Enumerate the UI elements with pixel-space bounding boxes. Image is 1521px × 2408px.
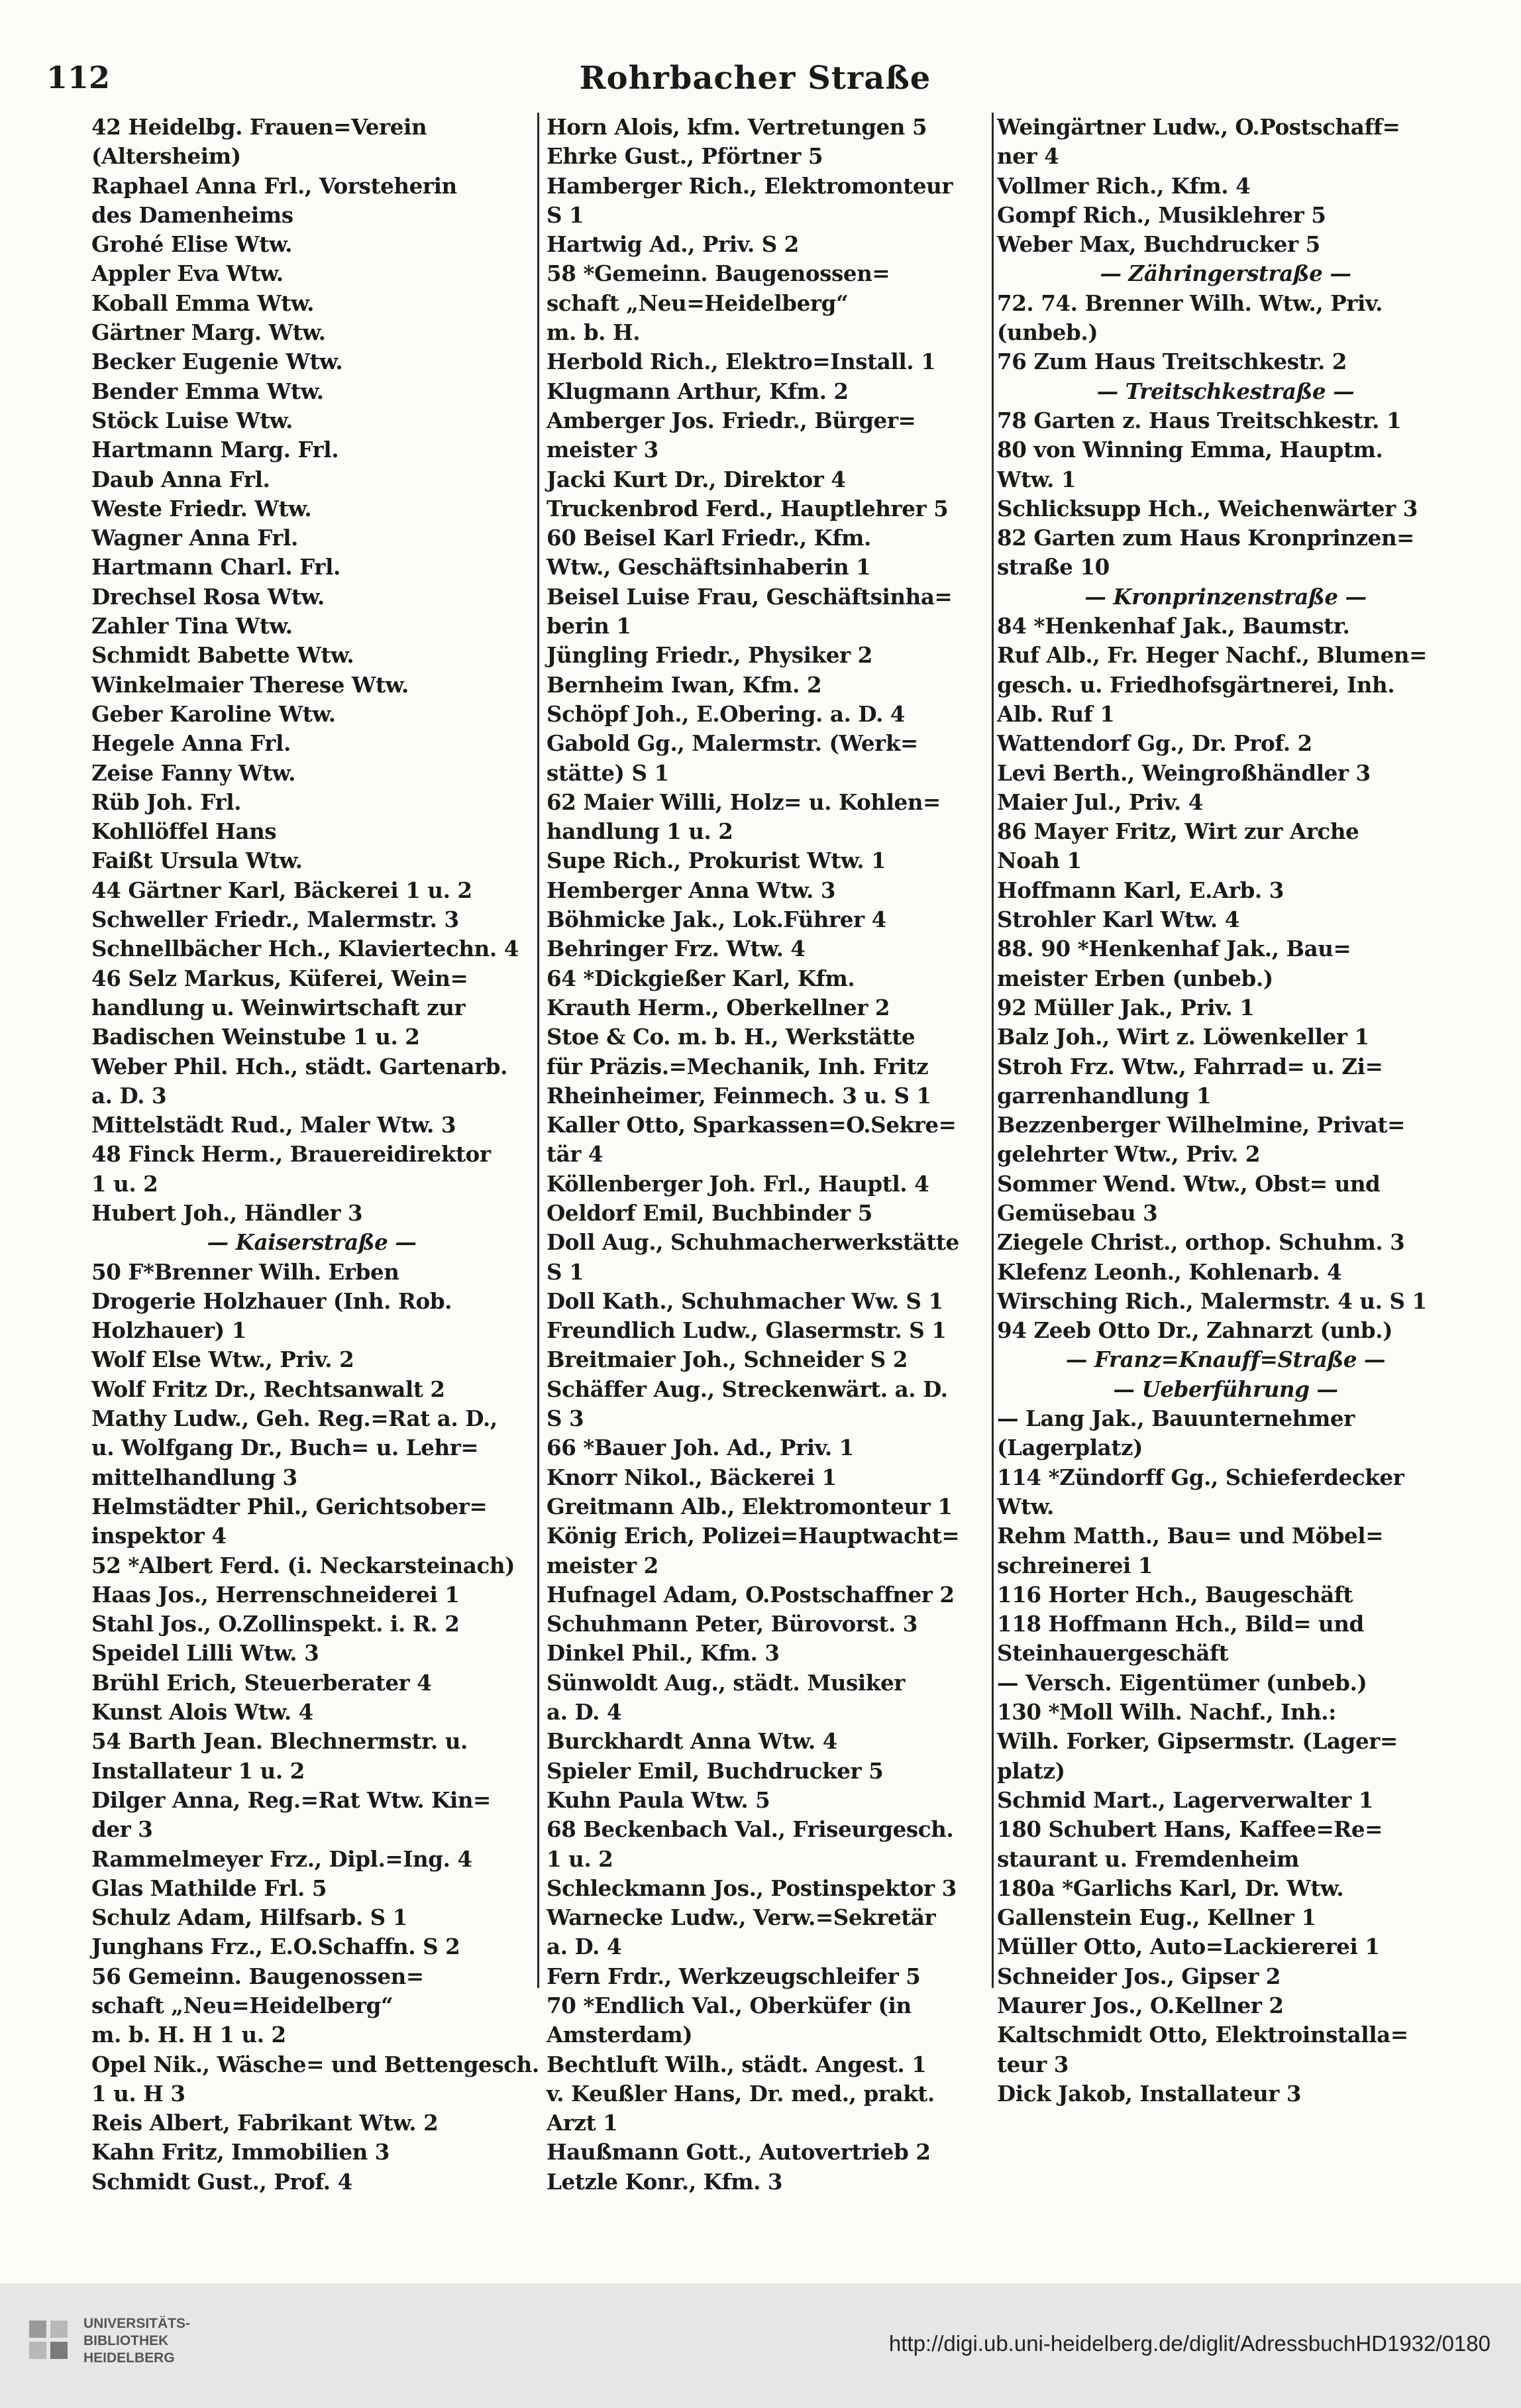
directory-entry-line: Schäffer Aug., Streckenwärt. a. D. [547,1376,948,1402]
directory-entry-line: Horn Alois, kfm. Vertretungen 5 [547,114,927,140]
street-heading: — Kronprinzenstraße — [1084,583,1367,610]
directory-entry-line: (unbeb.) [997,319,1098,346]
directory-entry-line: Kaller Otto, Sparkassen=O.Sekre= [547,1112,957,1138]
directory-entry-line: 1 u. 2 [91,1170,158,1197]
directory-entry-line: Wolf Else Wtw., Priv. 2 [91,1346,354,1373]
directory-entry-line: Zeise Fanny Wtw. [91,759,295,786]
directory-entry-line: berin 1 [547,613,631,639]
directory-entry-line: Alb. Ruf 1 [997,700,1115,727]
directory-entry-line: Speidel Lilli Wtw. 3 [91,1640,319,1667]
directory-entry-line: Weste Friedr. Wtw. [91,495,312,521]
directory-entry-line: Schneider Jos., Gipser 2 [997,1963,1281,1989]
column-divider [992,113,994,1988]
directory-entry-line: 44 Gärtner Karl, Bäckerei 1 u. 2 [91,877,472,903]
directory-entry-line: Bechtluft Wilh., städt. Angest. 1 [547,2051,927,2077]
directory-entry-line: Letzle Konr., Kfm. 3 [547,2168,783,2195]
directory-entry-line: mittelhandlung 3 [91,1464,297,1490]
directory-entry-line: inspektor 4 [91,1523,227,1549]
directory-entry-line: Klefenz Leonh., Kohlenarb. 4 [997,1258,1342,1285]
directory-entry-line: Schlicksupp Hch., Weichenwärter 3 [997,495,1418,521]
directory-entry-line: ner 4 [997,143,1059,170]
directory-entry-line: Schmid Mart., Lagerverwalter 1 [997,1786,1374,1813]
column-2 [547,113,987,2195]
street-heading: — Kaiserstraße — [207,1229,417,1256]
directory-entry-line: 70 *Endlich Val., Oberküfer (in [547,1993,912,2018]
directory-entry-line: der 3 [91,1816,153,1843]
directory-entry-line: Geber Karoline Wtw. [91,700,336,727]
directory-entry-line: Freundlich Ludw., Glasermstr. S 1 [547,1317,947,1344]
source-url[interactable]: http://digi.ub.uni-heidelberg.de/diglit/AdressbuchHD1932/0180 [888,2331,1491,2356]
logo-line: UNIVERSITÄTS- [83,2316,191,2331]
directory-entry-line: Gemüsebau 3 [997,1199,1158,1226]
directory-entry-line: Stahl Jos., O.Zollinspekt. i. R. 2 [91,1611,460,1637]
directory-entry-line: Dick Jakob, Installateur 3 [997,2080,1302,2107]
directory-entry-line: S 1 [547,201,584,228]
directory-entry-line: Schmidt Babette Wtw. [91,642,354,669]
directory-entry-line: Hartwig Ad., Priv. S 2 [547,231,799,258]
directory-entry-line: Haas Jos., Herrenschneiderei 1 [91,1581,460,1608]
directory-entry-line: Fern Frdr., Werkzeugschleifer 5 [547,1963,921,1989]
directory-entry-line: 56 Gemeinn. Baugenossen= [91,1963,424,1989]
logo-line: BIBLIOTHEK [83,2333,169,2348]
directory-entry-line: Reis Albert, Fabrikant Wtw. 2 [91,2110,439,2136]
directory-entry-line: Kahn Fritz, Immobilien 3 [91,2139,390,2165]
directory-entry-line: 48 Finck Herm., Brauereidirektor [91,1141,491,1168]
directory-entry-line: Arzt 1 [547,2110,618,2136]
directory-entry-line: Wtw. [997,1493,1054,1519]
directory-entry-line: — Lang Jak., Bauunternehmer [997,1405,1355,1432]
directory-entry-line: Brühl Erich, Steuerberater 4 [91,1669,432,1696]
directory-entry-line: 1 u. 2 [547,1845,613,1872]
directory-entry-line: Vollmer Rich., Kfm. 4 [997,172,1251,199]
directory-entry-line: garrenhandlung 1 [997,1082,1212,1109]
directory-entry-line: Appler Eva Wtw. [91,260,284,287]
directory-entry-line: Faißt Ursula Wtw. [91,848,303,874]
directory-entry-line: meister 2 [547,1552,658,1578]
directory-entry-line: 76 Zum Haus Treitschkestr. 2 [997,349,1347,375]
directory-entry-line: 118 Hoffmann Hch., Bild= und [997,1611,1364,1637]
directory-entry-line: m. b. H. [547,319,641,346]
directory-entry-line: schaft „Neu=Heidelberg“ [91,1993,393,2018]
column-divider [537,113,539,1988]
directory-entry-line: Greitmann Alb., Elektromonteur 1 [547,1493,953,1519]
directory-entry-line: Wolf Fritz Dr., Rechtsanwalt 2 [91,1376,445,1402]
directory-entry-line: 72. 74. Brenner Wilh. Wtw., Priv. [997,290,1383,316]
directory-entry-line: meister Erben (unbeb.) [997,965,1273,991]
directory-entry-line: 50 F*Brenner Wilh. Erben [91,1258,399,1285]
directory-entry-line: 58 *Gemeinn. Baugenossen= [547,260,890,287]
directory-entry-line: 82 Garten zum Haus Kronprinzen= [997,525,1414,551]
directory-entry-line: Ruf Alb., Fr. Heger Nachf., Blumen= [997,642,1427,669]
directory-entry-line: Koball Emma Wtw. [91,290,315,316]
directory-entry-line: 42 Heidelbg. Frauen=Verein [91,114,427,140]
directory-entry-line: platz) [997,1757,1065,1784]
directory-entry-line: Behringer Frz. Wtw. 4 [547,936,806,962]
directory-entry-line: Holzhauer) 1 [91,1317,246,1344]
directory-entry-line: Mittelstädt Rud., Maler Wtw. 3 [91,1112,456,1138]
directory-entry-line: Ehrke Gust., Pförtner 5 [547,143,823,170]
directory-entry-line: Beisel Luise Frau, Geschäftsinha= [547,583,953,610]
directory-entry-line: Schleckmann Jos., Postinspektor 3 [547,1875,957,1901]
directory-entry-line: 94 Zeeb Otto Dr., Zahnarzt (unb.) [997,1317,1393,1344]
directory-entry-line: Supe Rich., Prokurist Wtw. 1 [547,848,886,874]
directory-entry-line: Gompf Rich., Musiklehrer 5 [997,201,1326,228]
directory-entry-line: Gärtner Marg. Wtw. [91,319,326,346]
directory-entry-line: 78 Garten z. Haus Treitschkestr. 1 [997,407,1402,433]
directory-entry-line: Junghans Frz., E.O.Schaffn. S 2 [91,1934,460,1960]
directory-entry-line: Böhmicke Jak., Lok.Führer 4 [547,906,886,933]
directory-entry-line: gelehrter Wtw., Priv. 2 [997,1141,1261,1168]
directory-entry-line: Ziegele Christ., orthop. Schuhm. 3 [997,1229,1405,1256]
directory-entry-line: 180a *Garlichs Karl, Dr. Wtw. [997,1875,1344,1901]
directory-entry-line: v. Keußler Hans, Dr. med., prakt. [547,2080,935,2107]
directory-entry-line: Breitmaier Joh., Schneider S 2 [547,1346,908,1373]
directory-entry-line: stätte) S 1 [547,759,669,786]
library-logo-text [83,2315,190,2367]
directory-entry-line: Hegele Anna Frl. [91,730,291,757]
directory-entry-line: Wtw., Geschäftsinhaberin 1 [547,554,871,580]
directory-entry-line: a. D. 4 [547,1699,622,1725]
directory-entry-line: Bernheim Iwan, Kfm. 2 [547,671,822,698]
directory-entry-line: (Lagerplatz) [997,1435,1143,1461]
directory-entry-line: 46 Selz Markus, Küferei, Wein= [91,965,468,991]
directory-entry-line: Stroh Frz. Wtw., Fahrrad= u. Zi= [997,1053,1383,1079]
library-logo-icon [26,2318,72,2363]
directory-entry-line: für Präzis.=Mechanik, Inh. Fritz [547,1053,929,1079]
directory-entry-line: Rheinheimer, Feinmech. 3 u. S 1 [547,1082,931,1109]
directory-entry-line: Wattendorf Gg., Dr. Prof. 2 [997,730,1312,757]
directory-entry-line: Drogerie Holzhauer (Inh. Rob. [91,1287,452,1314]
directory-entry-line: Gabold Gg., Malermstr. (Werk= [547,730,918,757]
directory-entry-line: teur 3 [997,2051,1069,2077]
directory-entry-line: staurant u. Fremdenheim [997,1845,1299,1872]
directory-entry-line: Raphael Anna Frl., Vorsteherin [91,172,457,199]
directory-entry-line: Köllenberger Joh. Frl., Hauptl. 4 [547,1170,929,1197]
page-header [46,53,1464,99]
directory-entry-line: König Erich, Polizei=Hauptwacht= [547,1523,960,1549]
directory-entry-line: Burckhardt Anna Wtw. 4 [547,1728,837,1755]
directory-entry-line: Doll Aug., Schuhmacherwerkstätte [547,1229,959,1256]
directory-entry-line: Bender Emma Wtw. [91,378,324,404]
directory-entry-line: meister 3 [547,437,658,463]
directory-entry-line: Schnellbächer Hch., Klaviertechn. 4 [91,936,519,962]
directory-entry-line: Haußmann Gott., Autovertrieb 2 [547,2139,931,2165]
directory-entry-line: 64 *Dickgießer Karl, Kfm. [547,965,855,991]
directory-entry-line: 60 Beisel Karl Friedr., Kfm. [547,525,871,551]
directory-entry-line: Badischen Weinstube 1 u. 2 [91,1024,420,1050]
directory-entry-line: u. Wolfgang Dr., Buch= u. Lehr= [91,1435,479,1461]
directory-entry-line: Sünwoldt Aug., städt. Musiker [547,1669,905,1696]
directory-entry-line: 86 Mayer Fritz, Wirt zur Arche [997,818,1359,845]
directory-entry-line: 116 Horter Hch., Baugeschäft [997,1581,1353,1608]
directory-entry-line: Schuhmann Peter, Bürovorst. 3 [547,1611,918,1637]
column-3 [997,113,1454,2107]
directory-entry-line: Doll Kath., Schuhmacher Ww. S 1 [547,1287,943,1314]
directory-entry-line: Noah 1 [997,848,1082,874]
street-heading: — Treitschkestraße — [1096,378,1355,404]
directory-entry-line: Hubert Joh., Händler 3 [91,1199,363,1226]
logo-line: HEIDELBERG [83,2350,175,2366]
directory-entry-line: Weber Max, Buchdrucker 5 [997,231,1320,258]
directory-entry-line: Schweller Friedr., Malermstr. 3 [91,906,459,933]
directory-entry-line: Kohllöffel Hans [91,818,277,845]
directory-entry-line: Dinkel Phil., Kfm. 3 [547,1640,780,1667]
column-1 [91,113,539,2195]
directory-entry-line: S 1 [547,1258,584,1285]
directory-entry-line: Rehm Matth., Bau= und Möbel= [997,1523,1384,1549]
directory-entry-line: (Altersheim) [91,143,241,170]
directory-entry-line: Schulz Adam, Hilfsarb. S 1 [91,1904,407,1931]
directory-entry-line: Oeldorf Emil, Buchbinder 5 [547,1199,872,1226]
directory-entry-line: — Versch. Eigentümer (unbeb.) [997,1669,1367,1696]
directory-entry-line: Warnecke Ludw., Verw.=Sekretär [547,1904,936,1931]
directory-entry-line: a. D. 4 [547,1934,622,1960]
directory-entry-line: Truckenbrod Ferd., Hauptlehrer 5 [547,495,949,521]
directory-entry-line: 52 *Albert Ferd. (i. Neckarsteinach) [91,1552,515,1578]
directory-entry-line: des Damenheims [91,201,293,228]
directory-entry-line: Opel Nik., Wäsche= und Bettengesch. [91,2051,539,2077]
page-title: Rohrbacher Straße [579,60,931,97]
directory-entry-line: Jüngling Friedr., Physiker 2 [547,642,872,669]
directory-entry-line: schaft „Neu=Heidelberg“ [547,290,849,316]
directory-entry-line: Daub Anna Frl. [91,466,270,492]
directory-entry-line: Helmstädter Phil., Gerichtsober= [91,1493,488,1519]
directory-entry-line: Krauth Herm., Oberkellner 2 [547,994,890,1020]
directory-entry-line: Amsterdam) [547,2022,693,2048]
directory-entry-line: 66 *Bauer Joh. Ad., Priv. 1 [547,1435,854,1461]
directory-entry-line: Hemberger Anna Wtw. 3 [547,877,836,903]
directory-entry-line: Knorr Nikol., Bäckerei 1 [547,1464,837,1490]
directory-entry-line: Wilh. Forker, Gipsermstr. (Lager= [997,1728,1398,1755]
directory-entry-line: Rammelmeyer Frz., Dipl.=Ing. 4 [91,1845,472,1872]
directory-entry-line: Zahler Tina Wtw. [91,613,293,639]
directory-entry-line: Kaltschmidt Otto, Elektroinstalla= [997,2022,1408,2048]
directory-entry-line: Schmidt Gust., Prof. 4 [91,2168,352,2195]
directory-entry-line: Gallenstein Eug., Kellner 1 [997,1904,1316,1931]
directory-entry-line: Winkelmaier Therese Wtw. [91,671,409,698]
directory-entry-line: 130 *Moll Wilh. Nachf., Inh.: [997,1699,1336,1725]
directory-entry-line: Dilger Anna, Reg.=Rat Wtw. Kin= [91,1786,491,1813]
directory-entry-line: handlung u. Weinwirtschaft zur [91,994,466,1020]
directory-entry-line: Kunst Alois Wtw. 4 [91,1699,313,1725]
directory-entry-line: Wagner Anna Frl. [91,525,298,551]
directory-entry-line: Hoffmann Karl, E.Arb. 3 [997,877,1284,903]
directory-entry-line: 114 *Zündorff Gg., Schieferdecker [997,1464,1404,1490]
directory-entry-line: Stoe & Co. m. b. H., Werkstätte [547,1024,916,1050]
directory-entry-line: 54 Barth Jean. Blechnermstr. u. [91,1728,468,1755]
directory-entry-line: Maier Jul., Priv. 4 [997,789,1203,815]
directory-entry-line: Mathy Ludw., Geh. Reg.=Rat a. D., [91,1405,498,1432]
directory-entry-line: 68 Beckenbach Val., Friseurgesch. [547,1816,954,1843]
directory-entry-line: Strohler Karl Wtw. 4 [997,906,1239,933]
street-heading: — Franz=Knauff=Straße — [1065,1346,1386,1373]
directory-entry-line: gesch. u. Friedhofsgärtnerei, Inh. [997,671,1395,698]
directory-entry-line: Sommer Wend. Wtw., Obst= und [997,1170,1381,1197]
directory-entry-line: Hartmann Charl. Frl. [91,554,341,580]
street-heading: — Zähringerstraße — [1100,260,1351,287]
directory-entry-line: Steinhauergeschäft [997,1640,1229,1667]
directory-entry-line: Jacki Kurt Dr., Direktor 4 [547,466,846,492]
directory-entry-line: schreinerei 1 [997,1552,1153,1578]
directory-entry-line: Bezzenberger Wilhelmine, Privat= [997,1112,1405,1138]
directory-entry-line: Herbold Rich., Elektro=Install. 1 [547,349,936,375]
directory-entry-line: S 3 [547,1405,584,1432]
directory-entry-line: Spieler Emil, Buchdrucker 5 [547,1757,884,1784]
directory-entry-line: Wirsching Rich., Malermstr. 4 u. S 1 [997,1287,1427,1314]
directory-entry-line: Weber Phil. Hch., städt. Gartenarb. [91,1053,508,1079]
directory-entry-line: Hamberger Rich., Elektromonteur [547,172,953,199]
footer-bar [0,2283,1521,2408]
directory-entry-line: Stöck Luise Wtw. [91,407,293,433]
directory-entry-line: Balz Joh., Wirt z. Löwenkeller 1 [997,1024,1369,1050]
directory-entry-line: Amberger Jos. Friedr., Bürger= [547,407,916,433]
directory-entry-line: Weingärtner Ludw., O.Postschaff= [997,114,1400,140]
directory-entry-line: 80 von Winning Emma, Hauptm. [997,437,1383,463]
directory-entry-line: 88. 90 *Henkenhaf Jak., Bau= [997,936,1351,962]
directory-entry-line: 62 Maier Willi, Holz= u. Kohlen= [547,789,941,815]
directory-entry-line: Hartmann Marg. Frl. [91,437,339,463]
directory-entry-line: Schöpf Joh., E.Obering. a. D. 4 [547,700,906,727]
directory-entry-line: 92 Müller Jak., Priv. 1 [997,994,1255,1020]
directory-entry-line: Grohé Elise Wtw. [91,231,293,258]
directory-entry-line: m. b. H. H 1 u. 2 [91,2022,286,2048]
directory-entry-line: Glas Mathilde Frl. 5 [91,1875,327,1901]
directory-entry-line: a. D. 3 [91,1082,167,1109]
directory-entry-line: Levi Berth., Weingroßhändler 3 [997,759,1371,786]
directory-entry-line: Becker Eugenie Wtw. [91,349,343,375]
directory-entry-line: Maurer Jos., O.Kellner 2 [997,1993,1284,2018]
page-number: 112 [46,60,111,95]
directory-entry-line: Drechsel Rosa Wtw. [91,583,325,610]
directory-entry-line: Hufnagel Adam, O.Postschaffner 2 [547,1581,955,1608]
directory-entry-line: tär 4 [547,1141,603,1168]
street-heading: — Ueberführung — [1113,1376,1338,1402]
directory-entry-line: Rüb Joh. Frl. [91,789,242,815]
directory-entry-line: Installateur 1 u. 2 [91,1757,305,1784]
directory-entry-line: straße 10 [997,554,1110,580]
directory-entry-line: handlung 1 u. 2 [547,818,733,845]
directory-entry-line: Wtw. 1 [997,466,1076,492]
directory-entry-line: 84 *Henkenhaf Jak., Baumstr. [997,613,1350,639]
directory-entry-line: 180 Schubert Hans, Kaffee=Re= [997,1816,1383,1843]
directory-entry-line: Müller Otto, Auto=Lackiererei 1 [997,1934,1380,1960]
directory-entry-line: Kuhn Paula Wtw. 5 [547,1786,770,1813]
directory-entry-line: Klugmann Arthur, Kfm. 2 [547,378,849,404]
directory-entry-line: 1 u. H 3 [91,2080,185,2107]
